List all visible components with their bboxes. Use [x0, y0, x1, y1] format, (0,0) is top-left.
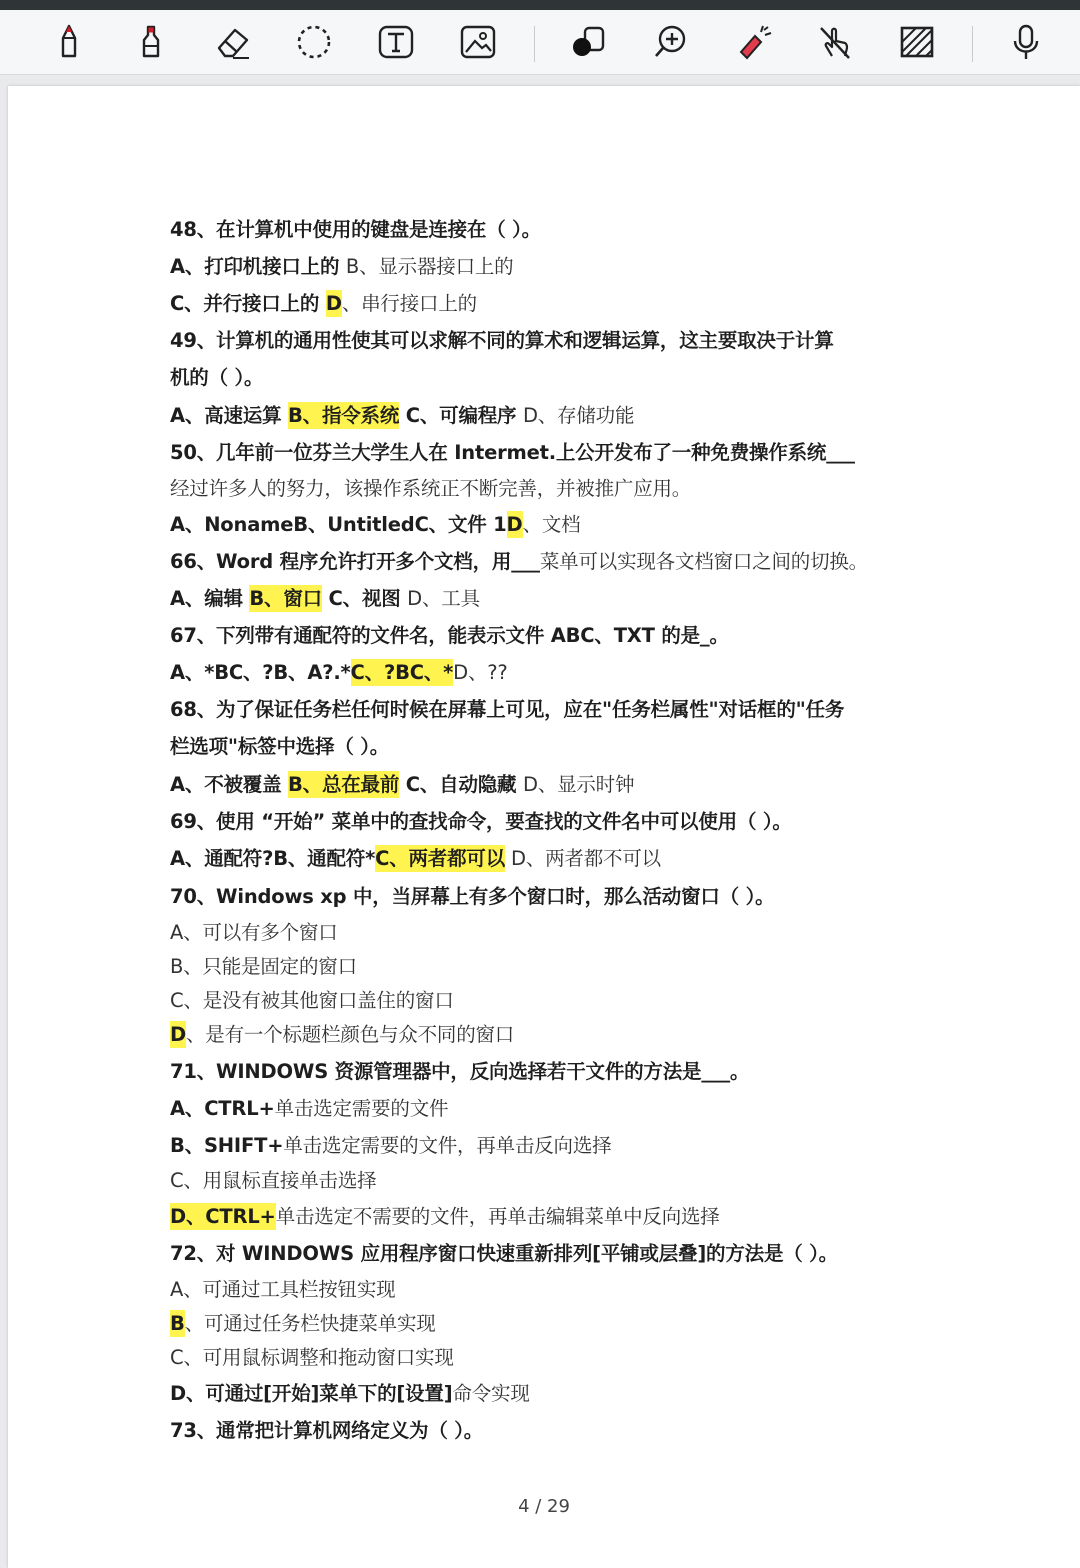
text-segment: A、CTRL+	[170, 1097, 275, 1120]
highlighted-answer: B、窗口	[249, 587, 322, 610]
question-line	[170, 290, 477, 318]
text-segment: B、只能是固定的窗口	[170, 955, 357, 978]
highlighted-answer: D	[170, 1023, 186, 1046]
pen-icon[interactable]	[47, 20, 91, 64]
question-line	[170, 1167, 376, 1195]
question-line	[170, 919, 338, 947]
touch-disable-icon[interactable]	[813, 20, 857, 64]
question-line	[170, 1240, 838, 1268]
text-segment: C、可用鼠标调整和拖动窗口实现	[170, 1346, 454, 1369]
text-segment: D、显示时钟	[522, 773, 635, 796]
text-segment: A、可以有多个窗口	[170, 921, 338, 944]
text-segment: A、*BC、?B、A?.*	[170, 661, 351, 684]
question-line	[170, 511, 580, 539]
highlighted-answer: D、CTRL+	[170, 1205, 276, 1228]
highlighted-answer: B、指令系统	[287, 404, 400, 427]
text-segment: A、通配符?B、通配符*	[170, 847, 376, 870]
question-line	[170, 1021, 514, 1049]
text-segment: 50、几年前一位芬兰大学生人在 Intermet.上公开发布了一种免费操作系统___	[170, 441, 855, 464]
text-segment: D、两者都不可以	[505, 847, 661, 870]
question-line	[170, 659, 508, 687]
text-segment: D、存储功能	[522, 404, 635, 427]
document-page	[8, 86, 1080, 1568]
highlighted-answer: D	[325, 292, 342, 315]
question-line	[170, 548, 868, 576]
text-segment: 机的（ ）。	[170, 366, 264, 389]
highlighted-answer: D	[506, 513, 523, 536]
text-segment: 、是有一个标题栏颜色与众不同的窗口	[186, 1023, 515, 1046]
laser-pointer-icon[interactable]	[731, 20, 775, 64]
toolbar-separator	[534, 26, 535, 62]
text-segment: A、编辑	[170, 587, 250, 610]
question-line	[170, 364, 263, 392]
page-indicator: 4 / 29	[518, 1496, 570, 1517]
zoom-icon[interactable]	[649, 20, 693, 64]
question-line	[170, 845, 661, 873]
shapes-icon[interactable]	[566, 20, 610, 64]
highlighted-answer: C、?BC、*	[350, 661, 454, 684]
text-segment: 73、通常把计算机网络定义为（ ）。	[170, 1419, 484, 1442]
text-segment: 经过许多人的努力，该操作系统正不断完善，并被推广应用。	[170, 477, 692, 500]
question-line	[170, 216, 541, 244]
image-icon[interactable]	[456, 20, 500, 64]
text-segment: 68、为了保证任务栏任何时候在屏幕上可见，应在"任务栏属性"对话框的"任务	[170, 698, 845, 721]
question-line	[170, 883, 774, 911]
text-segment: A、可通过工具栏按钮实现	[170, 1278, 396, 1301]
highlighter-icon[interactable]	[129, 20, 173, 64]
hatch-pattern-icon[interactable]	[895, 20, 939, 64]
window-top-edge	[0, 0, 1080, 10]
text-segment: 栏选项"标签中选择（ ）。	[170, 735, 390, 758]
question-line	[170, 1132, 611, 1160]
text-segment: 69、使用 “开始” 菜单中的查找命令，要查找的文件名中可以使用（ ）。	[170, 810, 792, 833]
question-line	[170, 253, 513, 281]
text-segment: 、串行接口上的	[341, 292, 477, 315]
text-segment: 67、下列带有通配符的文件名，能表示文件 ABC、TXT 的是_。	[170, 624, 729, 647]
highlighted-answer: B	[170, 1312, 185, 1335]
question-line	[170, 1058, 749, 1086]
question-line	[170, 733, 389, 761]
question-line	[170, 1095, 448, 1123]
question-line	[170, 327, 834, 355]
text-segment: B、SHIFT+	[170, 1134, 284, 1157]
toolbar-separator	[972, 26, 973, 62]
question-line	[170, 696, 844, 724]
text-box-icon[interactable]	[374, 20, 418, 64]
text-segment: C、自动隐藏	[399, 773, 523, 796]
eraser-icon[interactable]	[211, 20, 255, 64]
microphone-icon[interactable]	[1004, 20, 1048, 64]
text-segment: A、不被覆盖	[170, 773, 288, 796]
text-segment: 、文档	[522, 513, 581, 536]
question-line	[170, 475, 691, 503]
text-segment: C、并行接口上的	[170, 292, 326, 315]
text-segment: C、是没有被其他窗口盖住的窗口	[170, 989, 454, 1012]
question-line	[170, 1417, 483, 1445]
text-segment: D、??	[453, 661, 508, 684]
text-segment: 72、对 WINDOWS 应用程序窗口快速重新排列[平铺或层叠]的方法是（ ）。	[170, 1242, 838, 1265]
text-segment: 单击选定需要的文件	[274, 1097, 449, 1120]
question-line	[170, 439, 855, 467]
text-segment: 菜单可以实现各文档窗口之间的切换。	[539, 550, 868, 573]
text-segment: 70、Windows xp 中，当屏幕上有多个窗口时，那么活动窗口（ ）。	[170, 885, 775, 908]
text-segment: 71、WINDOWS 资源管理器中，反向选择若干文件的方法是___。	[170, 1060, 750, 1083]
text-segment: 单击选定需要的文件，再单击反向选择	[283, 1134, 612, 1157]
text-segment: D、可通过[开始]菜单下的[设置]	[170, 1382, 453, 1405]
question-line	[170, 1344, 454, 1372]
text-segment: 单击选定不需要的文件，再单击编辑菜单中反向选择	[275, 1205, 720, 1228]
question-line	[170, 1276, 395, 1304]
highlighted-answer: B、总在最前	[287, 773, 400, 796]
text-segment: A、打印机接口上的	[170, 255, 346, 278]
question-line	[170, 622, 729, 650]
text-segment: 66、Word 程序允许打开多个文档，用___	[170, 550, 540, 573]
question-line	[170, 771, 634, 799]
text-segment: D、工具	[407, 587, 480, 610]
text-segment: C、视图	[321, 587, 408, 610]
question-line	[170, 585, 480, 613]
lasso-select-icon[interactable]	[292, 20, 336, 64]
text-segment: 48、在计算机中使用的键盘是连接在（ ）。	[170, 218, 541, 241]
highlighted-answer: C、两者都可以	[375, 847, 505, 870]
question-line	[170, 1203, 720, 1231]
question-line	[170, 1380, 530, 1408]
question-line	[170, 808, 792, 836]
question-line	[170, 953, 357, 981]
question-line	[170, 987, 454, 1015]
text-segment: 49、计算机的通用性使其可以求解不同的算术和逻辑运算，这主要取决于计算	[170, 329, 834, 352]
text-segment: 命令实现	[452, 1382, 530, 1405]
text-segment: C、可编程序	[399, 404, 523, 427]
text-segment: 、可通过任务栏快捷菜单实现	[184, 1312, 436, 1335]
text-segment: A、高速运算	[170, 404, 288, 427]
text-segment: A、NonameB、UntitledC、文件 1	[170, 513, 507, 536]
text-segment: C、用鼠标直接单击选择	[170, 1169, 377, 1192]
question-line	[170, 402, 634, 430]
text-segment: B、显示器接口上的	[345, 255, 514, 278]
question-line	[170, 1310, 436, 1338]
annotation-toolbar	[0, 10, 1080, 75]
